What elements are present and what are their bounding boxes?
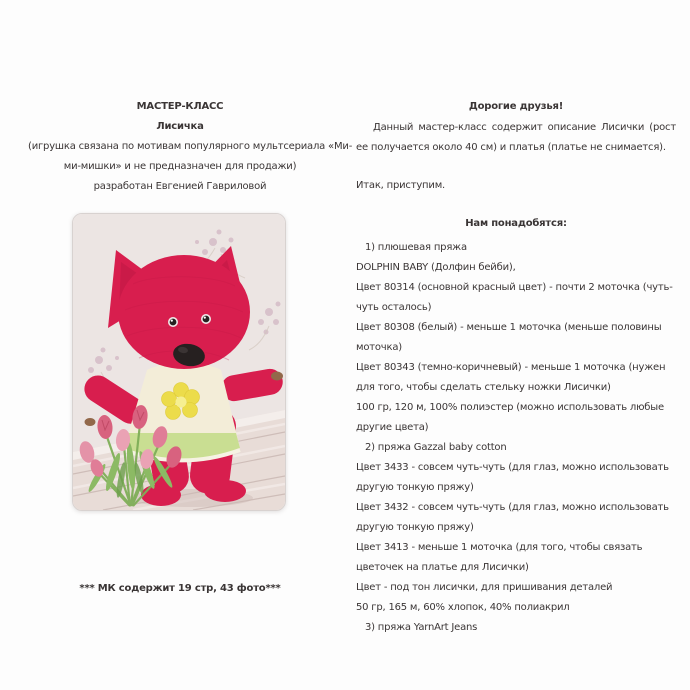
materials-list [356, 238, 676, 638]
text-line: Цвет - под тон лисички, для пришивания деталей [356, 582, 613, 593]
fox-right-eye [202, 315, 210, 323]
text-line: Цвет 80343 (темно-коричневый) - меньше 1 моточка (нужен для того, чтобы сделать стельку ножки Лисички) [356, 362, 669, 393]
text-line: 1) плюшевая пряжа [356, 242, 467, 253]
text-line: Цвет 80314 (основной красный цвет) - почти 2 моточка (чуть-чуть осталось) [356, 282, 673, 313]
document-subtitle: Лисичка [156, 121, 204, 132]
text-line: DOLPHIN BABY (Долфин бейби), [356, 262, 516, 273]
document-author: разработан Евгенией Гавриловой [93, 181, 267, 192]
document-note [28, 137, 353, 177]
text-line: ми-мишки» и не предназначен для продажи) [63, 161, 297, 172]
text-line: Цвет 3433 - совсем чуть-чуть (для глаз, можно использовать другую тонкую пряжу) [356, 462, 672, 493]
text-line: 2) пряжа Gazzal baby cotton [356, 442, 507, 453]
fox-left-eye [169, 318, 177, 326]
text-line: 3) пряжа YarnArt Jeans [356, 622, 478, 633]
text-line: Цвет 3413 - меньше 1 моточка (для того, чтобы связать цветочек на платье для Лисички) [356, 542, 646, 573]
intro-paragraph: Данный мастер-класс содержит описание Лисички (рост ее получается около 40 см) и платья (платье не снимается). [356, 122, 676, 153]
footer-note: *** МК содержит 19 стр, 43 фото*** [79, 583, 281, 594]
text-line: 100 гр, 120 м, 100% полиэстер (можно использовать любые другие цвета) [356, 402, 667, 433]
text-line: Цвет 3432 - совсем чуть-чуть (для глаз, можно использовать другую тонкую пряжу) [356, 502, 672, 533]
text-line: 50 гр, 165 м, 60% хлопок, 40% полиакрил [356, 602, 570, 613]
text-line: Цвет 80308 (белый) - меньше 1 моточка (меньше половины моточка) [356, 322, 665, 353]
fox-toy-photo [72, 213, 286, 511]
fox-toy-illustration [73, 214, 285, 510]
text-line: (игрушка связана по мотивам популярного мультсериала «Ми- [28, 141, 353, 152]
materials-heading: Нам понадобятся: [465, 218, 567, 229]
right-column [356, 97, 676, 638]
greeting-heading: Дорогие друзья! [468, 101, 564, 112]
document-title: МАСТЕР-КЛАСС [136, 101, 224, 112]
left-column [28, 97, 353, 197]
fox-left-foot [141, 484, 181, 506]
fox-right-foot [204, 480, 246, 502]
lets-start-text: Итак, приступим. [356, 180, 446, 191]
